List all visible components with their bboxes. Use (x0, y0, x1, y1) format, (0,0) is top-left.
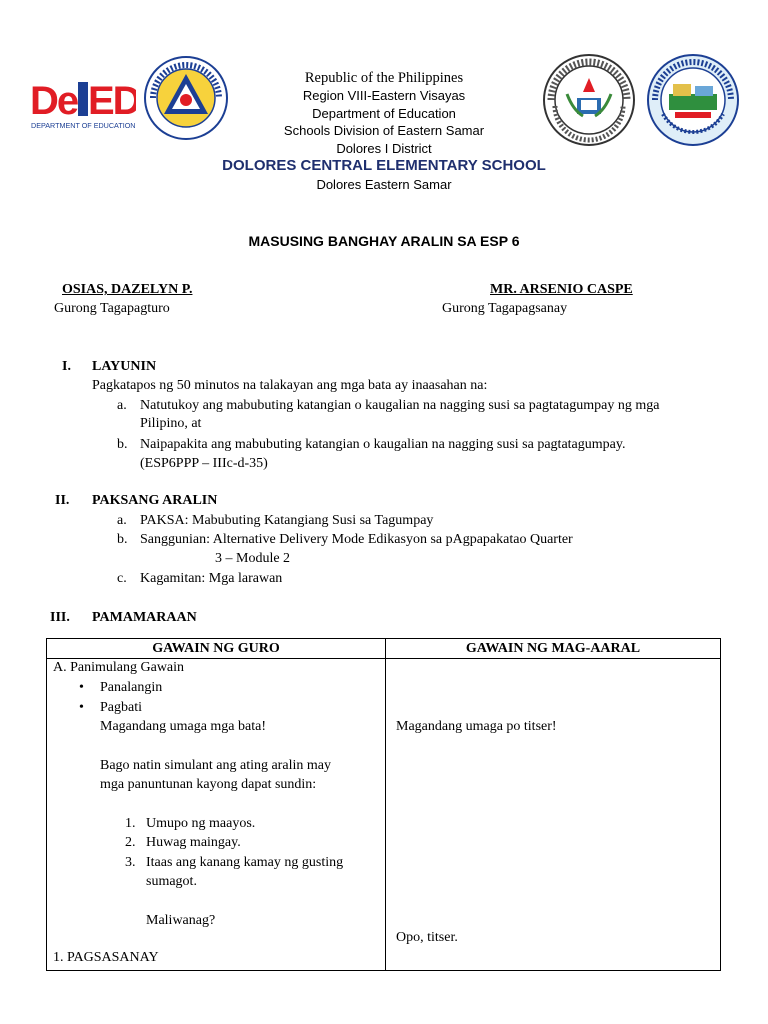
student-activity-cell (386, 659, 721, 971)
section-2-title: PAKSANG ARALIN (92, 493, 218, 508)
supervisor-name: MR. ARSENIO CASPE (490, 282, 633, 297)
bullet-dot-icon: • (79, 700, 84, 715)
rule-2: Huwag maingay. (146, 835, 241, 850)
topic-kagamitan: Kagamitan: Mga larawan (140, 571, 283, 586)
part-a-heading: A. Panimulang Gawain (53, 660, 185, 675)
svg-text:ED: ED (88, 79, 136, 123)
svg-text:De: De (30, 79, 78, 123)
student-greeting-reply: Magandang umaga po titser! (396, 719, 557, 734)
section-3-number: III. (50, 610, 70, 625)
objective-a-line-1: Natutukoy ang mabubuting katangian o kaugalian na nagging susi sa pagtatagumpay ng mga (140, 398, 660, 413)
header-country: Republic of the Philippines (304, 70, 464, 86)
objective-b-line-1: Naipapakita ang mabubuting katangian o kaugalian na nagging susi sa pagtatagumpay. (140, 437, 626, 452)
teacher-name: OSIAS, DAZELYN P. (62, 282, 193, 297)
bullet-pagbati: Pagbati (100, 700, 142, 715)
table-row (47, 659, 721, 971)
topic-a-label: a. (117, 513, 127, 528)
topic-paksa: PAKSA: Mabubuting Katangiang Susi sa Tagumpay (140, 513, 434, 528)
school-name: DOLORES CENTRAL ELEMENTARY SCHOOL (222, 157, 546, 174)
rules-intro-line-2: mga panuntunan kayong dapat sundin: (100, 777, 317, 792)
section-3-title: PAMAMARAAN (92, 610, 197, 625)
procedure-table (46, 638, 721, 971)
header-department: Department of Education (312, 106, 456, 121)
teacher-role: Gurong Tagapagturo (54, 301, 170, 316)
bullet-dot-icon: • (79, 680, 84, 695)
supervisor-role: Gurong Tagapagsanay (442, 301, 568, 316)
objective-a-label: a. (117, 398, 127, 413)
table-header-row (47, 639, 721, 659)
deped-sub-text: DEPARTMENT OF EDUCATION (31, 121, 136, 130)
header-region: Region VIII-Eastern Visayas (302, 88, 466, 103)
section-1-intro: Pagkatapos ng 50 minutos na talakayan ang mga bata ay inaasahan na: (92, 378, 488, 393)
rule-1: Umupo ng maayos. (146, 816, 256, 831)
school-location: Dolores Eastern Samar (316, 177, 452, 192)
rule-2-number: 2. (125, 835, 136, 850)
student-answer: Opo, titser. (396, 930, 458, 945)
objective-b-line-2: (ESP6PPP – IIIc-d-35) (140, 456, 268, 471)
topic-sanggunian-line-1: Sanggunian: Alternative Delivery Mode Edikasyon sa pAgpapakatao Quarter (140, 532, 573, 547)
teacher-activity-cell (47, 659, 386, 971)
teacher-question: Maliwanag? (146, 913, 216, 928)
rules-intro-line-1: Bago natin simulant ang ating aralin may (100, 758, 331, 773)
document-title: MASUSING BANGHAY ARALIN SA ESP 6 (248, 233, 520, 249)
student-column-header: GAWAIN NG MAG-AARAL (386, 639, 721, 659)
section-2-number: II. (55, 493, 70, 508)
rule-3-line-1: Itaas ang kanang kamay ng gusting (146, 855, 344, 870)
topic-c-label: c. (117, 571, 127, 586)
part-1-heading: 1. PAGSASANAY (53, 950, 159, 965)
objective-b-label: b. (117, 437, 128, 452)
teacher-greeting: Magandang umaga mga bata! (100, 719, 266, 734)
section-1-number: I. (62, 359, 71, 374)
rule-3-number: 3. (125, 855, 136, 870)
topic-b-label: b. (117, 532, 128, 547)
section-1-title: LAYUNIN (92, 359, 157, 374)
rule-1-number: 1. (125, 816, 136, 831)
header-division: Schools Division of Eastern Samar (283, 123, 485, 138)
teacher-column-header: GAWAIN NG GURO (47, 639, 386, 659)
header-district: Dolores I District (336, 141, 432, 156)
topic-sanggunian-line-2: 3 – Module 2 (215, 551, 291, 566)
bullet-panalangin: Panalangin (100, 680, 163, 695)
rule-3-line-2: sumagot. (146, 874, 197, 889)
objective-a-line-2: Pilipino, at (140, 416, 202, 431)
